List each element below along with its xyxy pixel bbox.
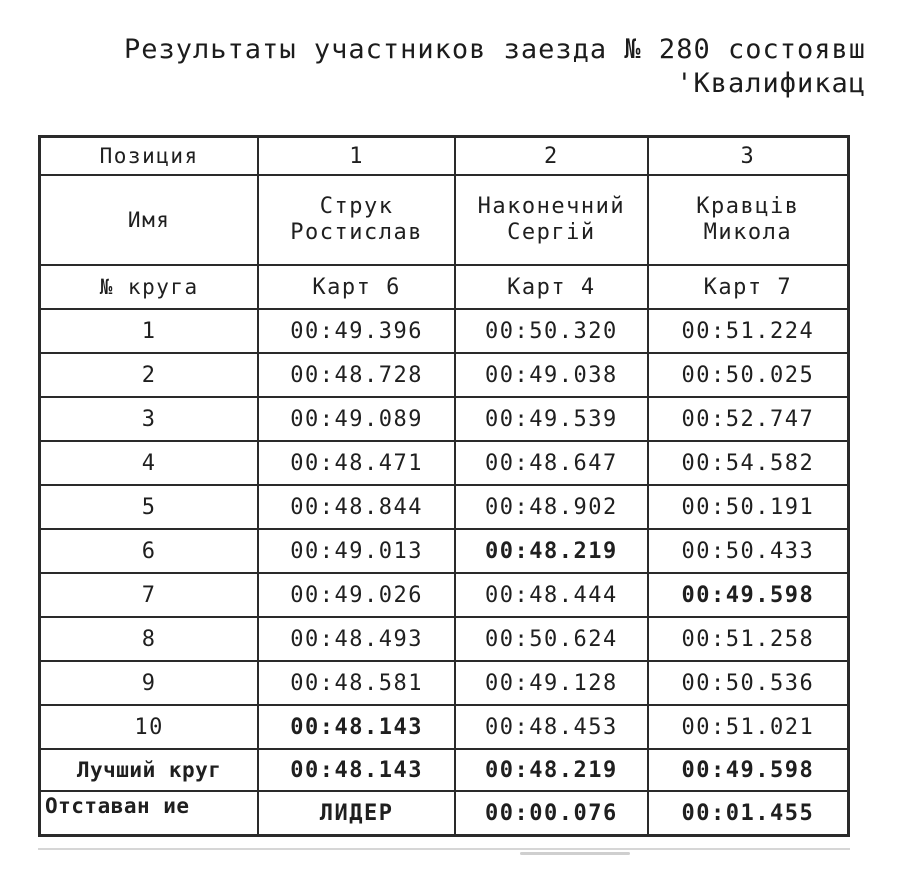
best-lap-time: 00:48.219	[455, 749, 648, 791]
lap-time: 00:48.902	[455, 485, 648, 529]
gap-value: 00:00.076	[455, 791, 648, 836]
lap-time: 00:51.021	[648, 705, 849, 749]
kart-cell: Карт 7	[648, 265, 849, 309]
lap-time: 00:48.647	[455, 441, 648, 485]
lap-number: 3	[40, 397, 259, 441]
lap-time: 00:50.191	[648, 485, 849, 529]
lap-time: 00:50.025	[648, 353, 849, 397]
lap-time: 00:49.539	[455, 397, 648, 441]
lap-time: 00:48.493	[258, 617, 455, 661]
lap-time: 00:54.582	[648, 441, 849, 485]
lap-time: 00:50.320	[455, 309, 648, 353]
best-lap-label: Лучший круг	[40, 749, 259, 791]
driver-name-cell	[258, 175, 455, 265]
lap-row	[40, 485, 849, 529]
gap-label: Отставан ие	[40, 791, 259, 836]
lap-time: 00:49.038	[455, 353, 648, 397]
kart-row	[40, 265, 849, 309]
position-cell: 1	[258, 137, 455, 176]
lap-row	[40, 397, 849, 441]
lap-time: 00:50.624	[455, 617, 648, 661]
lap-number: 5	[40, 485, 259, 529]
lap-row	[40, 617, 849, 661]
lap-row	[40, 529, 849, 573]
best-lap-time: 00:48.143	[258, 749, 455, 791]
lap-row	[40, 309, 849, 353]
lap-time: 00:50.433	[648, 529, 849, 573]
lap-number: 7	[40, 573, 259, 617]
lap-number-label: № круга	[40, 265, 259, 309]
best-lap-time-highlight: 00:49.598	[648, 573, 849, 617]
driver-surname: Струк	[319, 194, 394, 219]
position-cell: 2	[455, 137, 648, 176]
name-label: Имя	[40, 175, 259, 265]
lap-time: 00:50.536	[648, 661, 849, 705]
name-row	[40, 175, 849, 265]
lap-row	[40, 705, 849, 749]
driver-surname: Наконечний	[477, 194, 626, 219]
lap-time: 00:48.444	[455, 573, 648, 617]
driver-first-name: Сергій	[507, 220, 596, 245]
position-cell: 3	[648, 137, 849, 176]
kart-cell: Карт 6	[258, 265, 455, 309]
gap-row	[40, 791, 849, 836]
lap-number: 9	[40, 661, 259, 705]
report-title-line-1: Результаты участников заезда № 280 состоявш	[124, 34, 866, 65]
lap-row	[40, 661, 849, 705]
lap-time: 00:48.844	[258, 485, 455, 529]
lap-number: 1	[40, 309, 259, 353]
lap-time: 00:49.089	[258, 397, 455, 441]
driver-first-name: Микола	[703, 220, 793, 245]
scan-edge-line	[38, 848, 850, 850]
lap-time: 00:48.471	[258, 441, 455, 485]
driver-name-cell	[648, 175, 849, 265]
lap-number: 8	[40, 617, 259, 661]
lap-time: 00:49.128	[455, 661, 648, 705]
lap-time: 00:51.258	[648, 617, 849, 661]
gap-value: 00:01.455	[648, 791, 849, 836]
lap-time: 00:48.728	[258, 353, 455, 397]
driver-surname: Кравців	[696, 194, 800, 219]
lap-time: 00:51.224	[648, 309, 849, 353]
best-lap-time: 00:49.598	[648, 749, 849, 791]
lap-time: 00:48.453	[455, 705, 648, 749]
lap-number: 4	[40, 441, 259, 485]
position-row	[40, 137, 849, 176]
report-title-line-2: 'Квалификац	[676, 68, 866, 99]
position-label: Позиция	[40, 137, 259, 176]
kart-cell: Карт 4	[455, 265, 648, 309]
lap-time: 00:52.747	[648, 397, 849, 441]
driver-name-cell	[455, 175, 648, 265]
results-table	[38, 135, 850, 837]
lap-row	[40, 573, 849, 617]
lap-time: 00:48.581	[258, 661, 455, 705]
lap-time: 00:49.026	[258, 573, 455, 617]
lap-number: 10	[40, 705, 259, 749]
driver-first-name: Ростислав	[290, 220, 424, 245]
best-lap-time-highlight: 00:48.143	[258, 705, 455, 749]
lap-time: 00:49.396	[258, 309, 455, 353]
gap-value: ЛИДЕР	[258, 791, 455, 836]
lap-time: 00:49.013	[258, 529, 455, 573]
scan-smudge	[520, 852, 630, 855]
lap-row	[40, 441, 849, 485]
best-lap-row	[40, 749, 849, 791]
lap-row	[40, 353, 849, 397]
best-lap-time-highlight: 00:48.219	[455, 529, 648, 573]
lap-number: 6	[40, 529, 259, 573]
lap-number: 2	[40, 353, 259, 397]
